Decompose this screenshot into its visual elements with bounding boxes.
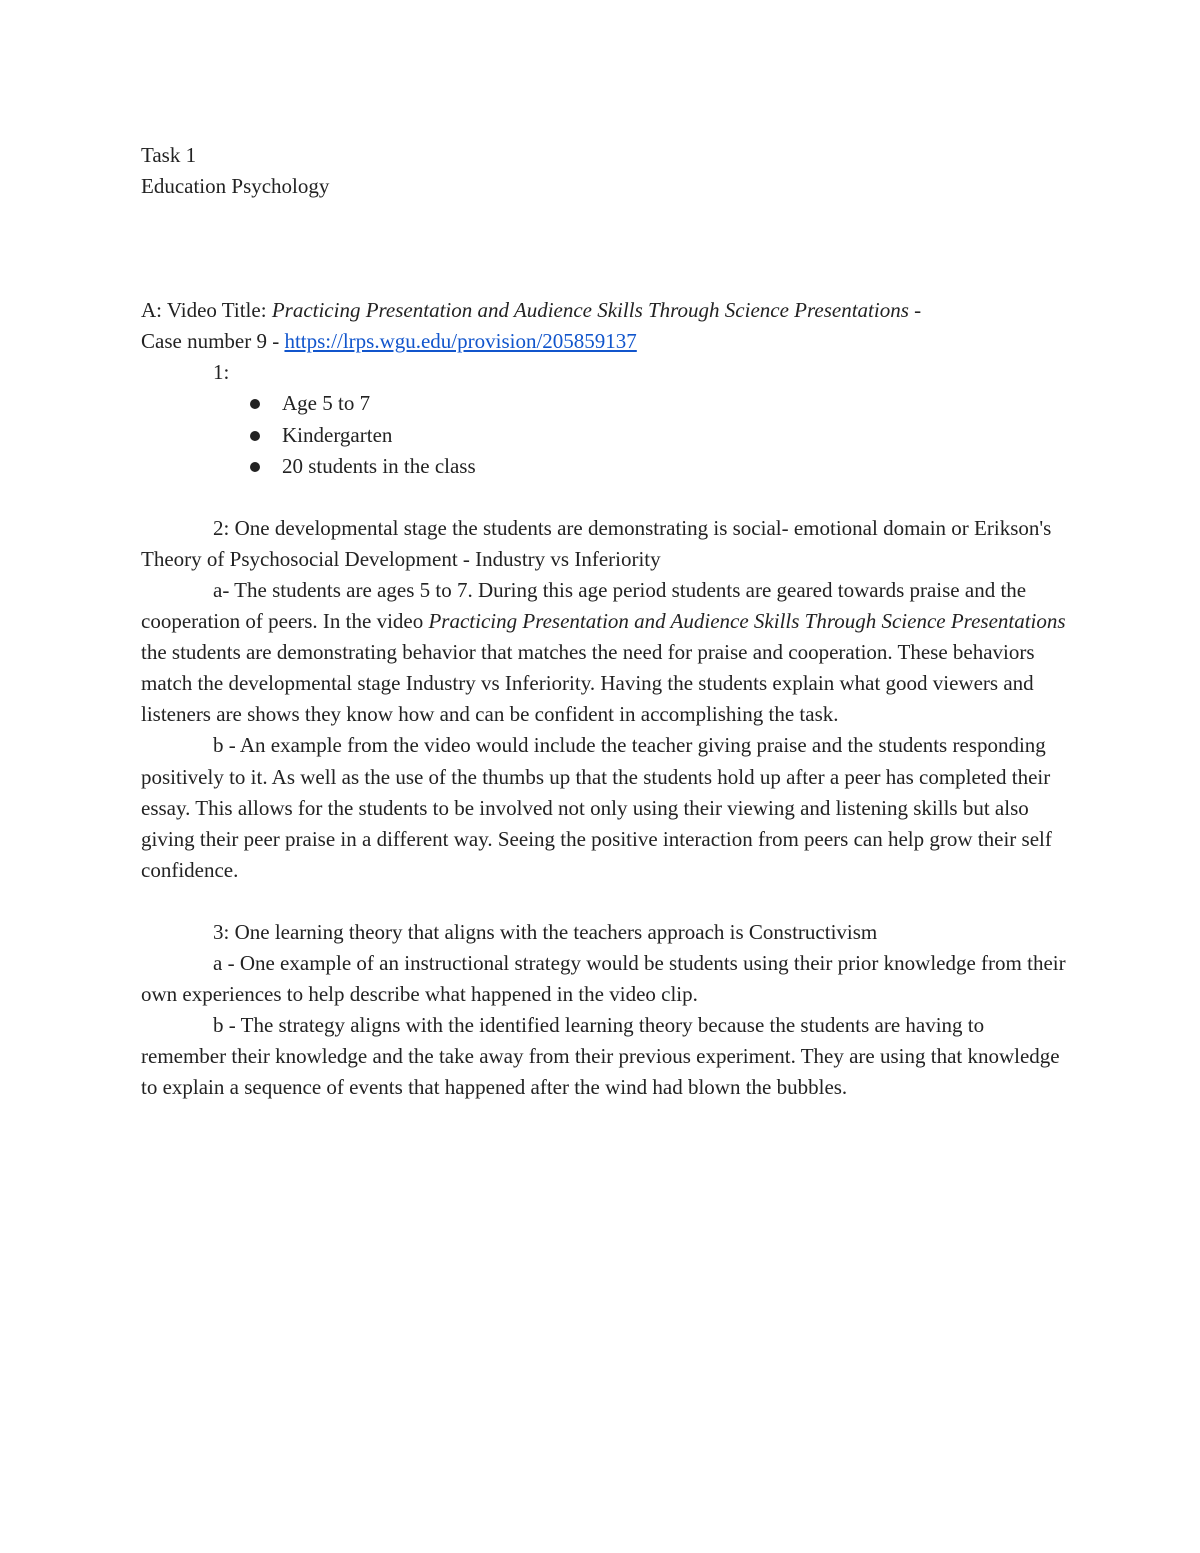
question-2-part-a — [141, 575, 1071, 730]
spacer — [141, 202, 1071, 295]
section-a-label: A: Video Title: — [141, 298, 272, 323]
title-dash: - — [908, 298, 922, 323]
bullet-icon — [250, 399, 260, 409]
question-1-number: 1: — [213, 360, 230, 385]
spacer — [141, 482, 1071, 513]
question-2-intro: 2: One developmental stage the students are demonstrating is social- emotional domain or Erikson's Theory of Psychosocial Development - Industry vs Inferiority — [141, 515, 1052, 571]
document-body — [141, 140, 1071, 1103]
course-heading: Education Psychology — [141, 174, 330, 199]
list-item — [282, 451, 1071, 482]
bullet-text: 20 students in the class — [282, 453, 476, 478]
bullet-text: Age 5 to 7 — [282, 391, 371, 416]
part-a-text-cont: the students are demonstrating behavior that matches the need for praise and cooperation. These behaviors match the developmental stage Industry vs Inferiority. Having the students explain what good viewers and listeners are shows they know how and can be confident in accomplishing the task. — [141, 640, 1035, 727]
section-a-title — [141, 295, 1071, 326]
bullet-icon — [250, 462, 260, 472]
part-a-text: a- The students are ages 5 to 7. During this age period students are geared towards praise and the cooperation of peers. In the video — [141, 577, 1027, 634]
question-3-intro: 3: One learning theory that aligns with the teachers approach is Constructivism — [213, 919, 878, 944]
video-link[interactable]: https://lrps.wgu.edu/provision/205859137 — [284, 329, 637, 354]
task-heading: Task 1 — [141, 143, 197, 167]
question-3-part-a: a - One example of an instructional strategy would be students using their prior knowledge from their own experiences to help describe what happened in the video clip. — [141, 950, 1066, 1007]
bullet-text: Kindergarten — [282, 422, 393, 447]
question-2-part-b: b - An example from the video would include the teacher giving praise and the students responding positively to it. As well as the use of the thumbs up that the students hold up after a peer has completed their essay. This allows for the students to be involved not only using their viewing and listening skills but also giving their peer praise in a different way. Seeing the positive interaction from peers can help grow their self confidence. — [141, 733, 1052, 882]
list-item — [282, 420, 1071, 451]
part-a-video-title: Practicing Presentation and Audience Skills Through Science Presentations — [428, 609, 1066, 634]
question-3-part-b: b - The strategy aligns with the identified learning theory because the students are having to remember their knowledge and the take away from their previous experiment. They are using that knowledge to explain a sequence of events that happened after the wind had blown the bubbles. — [141, 1013, 1060, 1100]
spacer — [141, 886, 1071, 917]
video-title: Practicing Presentation and Audience Skills Through Science Presentations — [271, 298, 909, 323]
case-line — [141, 326, 1071, 357]
question-1-list — [141, 388, 1071, 481]
bullet-icon — [250, 431, 260, 441]
case-number: Case number 9 - — [141, 329, 285, 354]
list-item — [282, 388, 1071, 419]
